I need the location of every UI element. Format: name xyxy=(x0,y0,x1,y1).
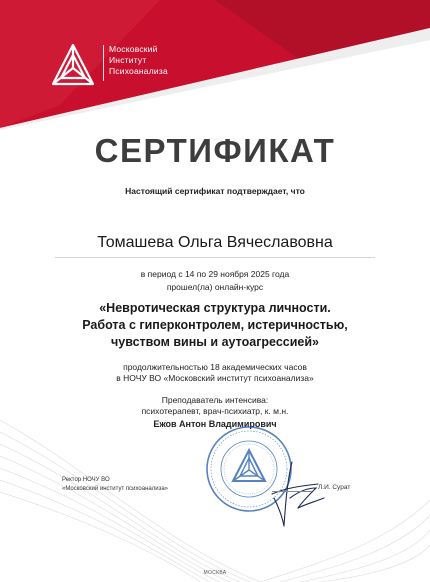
logo-divider xyxy=(103,45,104,81)
signature-line xyxy=(272,491,312,492)
rector-line: Ректор НОЧУ ВО xyxy=(62,477,110,483)
confirm-text: Настоящий сертификат подтверждает, что xyxy=(125,186,305,196)
course-period: в период с 14 по 29 ноября 2025 года xyxy=(140,269,290,279)
certificate-title: СЕРТИФИКАТ xyxy=(94,132,336,169)
recipient-name: Томашева Ольга Вячеславовна xyxy=(97,234,333,251)
teacher-info xyxy=(0,395,430,417)
handwritten-signature-icon xyxy=(268,458,330,530)
teacher-name: Ежов Антон Владимирович xyxy=(153,419,277,429)
teacher-line: психотерапевт, врач-психиатр, к. м.н. xyxy=(141,406,289,416)
institute-line: Московский xyxy=(109,44,158,54)
city-label: МОСКВА xyxy=(203,570,227,576)
course-title-line: Работа с гиперконтролем, истеричностью, xyxy=(82,318,348,332)
rector-title xyxy=(62,476,168,494)
course-title xyxy=(0,300,430,351)
course-title-line: «Невротическая структура личности. xyxy=(99,301,331,315)
course-duration xyxy=(0,362,430,384)
course-title-line: чувством вины и аутоагрессией» xyxy=(111,335,319,349)
signer-name: Л.И. Сурат xyxy=(318,484,351,491)
institute-name xyxy=(109,44,168,77)
triangle-knot-logo-icon xyxy=(50,42,96,88)
duration-line: в НОЧУ ВО «Московский институт психоанализа» xyxy=(116,373,314,383)
duration-line: продолжительностью 18 академических часов xyxy=(123,362,307,372)
institute-line: Психоанализа xyxy=(109,66,168,76)
teacher-line: Преподаватель интенсива: xyxy=(161,395,269,405)
rector-line: «Московский институт психоанализа» xyxy=(62,486,169,492)
institute-line: Институт xyxy=(109,55,147,65)
passed-text: прошел(ла) онлайн-курс xyxy=(166,282,264,292)
name-underline xyxy=(55,257,375,258)
